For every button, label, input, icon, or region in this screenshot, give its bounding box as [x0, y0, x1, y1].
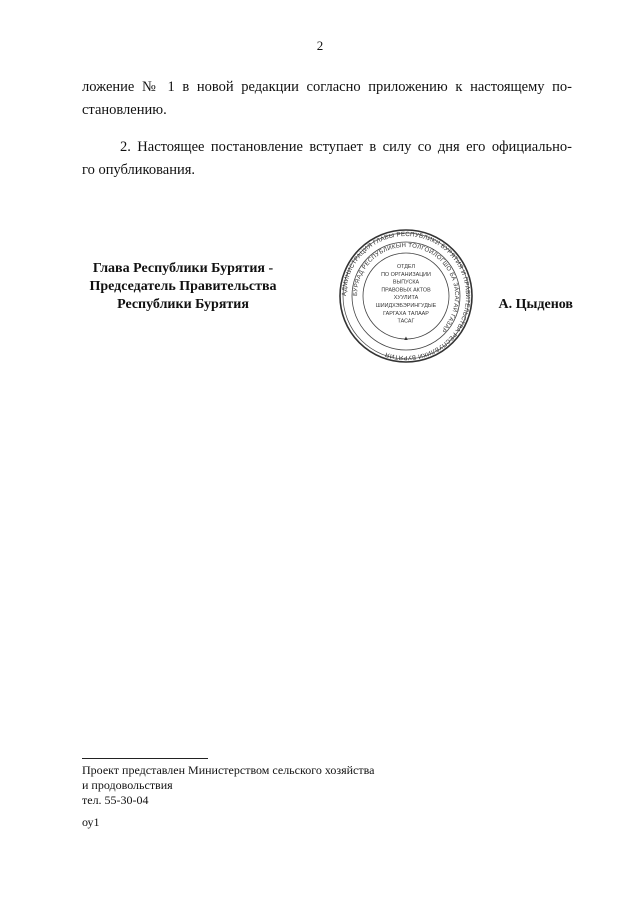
signer-name: А. Цыденов: [498, 297, 573, 312]
paragraph-1-line-2: становлению.: [82, 102, 167, 118]
signatory-title: [82, 260, 284, 314]
seal-center-line: ТАСАГ: [397, 318, 415, 325]
paragraph-1: [82, 76, 572, 122]
signatory-title-line-2: Председатель Правительства: [89, 279, 277, 294]
footnote-line-1: Проект представлен Министерством сельского хозяйства: [82, 763, 375, 777]
footnote-line-2: и продовольствия: [82, 778, 173, 792]
seal-center-line: ВЫПУСКА: [392, 279, 420, 286]
page-number: 2: [316, 38, 324, 53]
seal-center-line: ОТДЕЛ: [396, 264, 416, 270]
paragraph-2: [82, 136, 572, 182]
seal-center-text: [376, 264, 437, 325]
seal-center-line: ПРАВОВЫХ АКТОВ: [381, 287, 431, 294]
seal-inner-ring-text: БУРЯАД РЕСПУБЛИКЫН ТОЛГОЙЛОГШО БА ЗАСАГАЙ ГАЗАР: [352, 242, 460, 334]
footnote-separator: [82, 758, 208, 759]
seal-center-line: ХУУЛИТА: [393, 295, 419, 302]
official-seal: [338, 228, 474, 364]
seal-outer-ring-text: АДМИНИСТРАЦИЯ ГЛАВЫ РЕСПУБЛИКИ БУРЯТИЯ И ПРАВИТЕЛЬСТВА РЕСПУБЛИКИ БУРЯТИЯ: [340, 230, 472, 362]
seal-center-line: ШИИДХЭБЭРИНГУДЫЕ: [375, 303, 437, 309]
signatory-title-line-1: Глава Республики Бурятия -: [92, 261, 274, 276]
paragraph-2-line-2: го опубликования.: [82, 162, 196, 178]
paragraph-1-line-1: ложение № 1 в новой редакции согласно приложению к настоящему по-: [82, 79, 572, 95]
signatory-title-line-3: Республики Бурятия: [117, 297, 249, 312]
footnote-line-3: тел. 55-30-04: [82, 793, 149, 807]
seal-star-mark: ▲: [403, 336, 409, 342]
seal-center-line: ГАРГАХА ТАЛААР: [383, 310, 429, 317]
document-code: оу1: [82, 815, 100, 829]
footnote: [82, 763, 374, 808]
seal-center-line: ПО ОРГАНИЗАЦИИ: [381, 271, 431, 278]
paragraph-2-line-1: 2. Настоящее постановление вступает в силу со дня его официально-: [120, 139, 572, 155]
